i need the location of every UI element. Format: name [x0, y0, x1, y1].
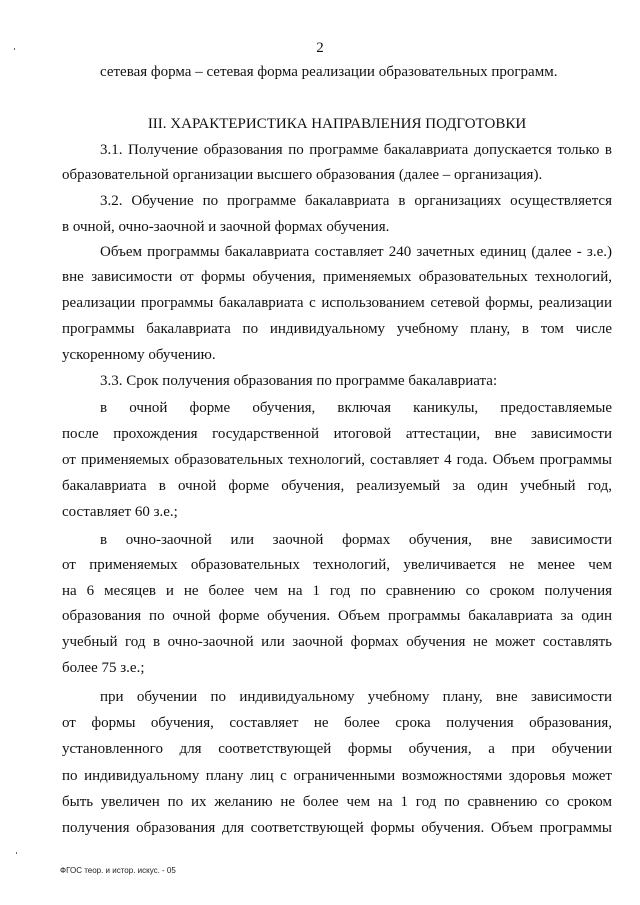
section-heading: III. ХАРАКТЕРИСТИКА НАПРАВЛЕНИЯ ПОДГОТОВКИ	[147, 116, 527, 132]
text-line: при обучении по индивидуальному учебному плану, вне зависимости	[100, 689, 612, 705]
text-line: от формы обучения, составляет не более срока получения образования,	[62, 715, 612, 731]
text-line: 3.1. Получение образования по программе бакалавриата допускается только в	[100, 142, 612, 158]
text-line: бакалавриата в очной форме обучения, реализуемый за один учебный год,	[62, 478, 612, 494]
text-line: быть увеличен по их желанию не более чем на 1 год по сравнению со сроком	[62, 794, 612, 810]
text-line: от применяемых образовательных технологий, увеличивается не менее чем	[62, 557, 612, 573]
text-line: реализации программы бакалавриата с использованием сетевой формы, реализации	[62, 295, 612, 311]
text-line: от применяемых образовательных технологий, составляет 4 года. Объем программы	[62, 452, 612, 468]
text-line: в очной форме обучения, включая каникулы, предоставляемые	[100, 400, 612, 416]
text-line: образовательной организации высшего образования (далее – организация).	[62, 167, 543, 183]
text-line: установленного для соответствующей формы обучения, а при обучении	[62, 741, 612, 757]
footer-code: ФГОС теор. и истор. искус. - 05	[60, 866, 176, 875]
scan-mark	[16, 852, 17, 854]
text-line: после прохождения государственной итоговой аттестации, вне зависимости	[62, 426, 612, 442]
text-line: на 6 месяцев и не более чем на 1 год по сравнению со сроком получения	[62, 583, 612, 599]
text-line: 3.3. Срок получения образования по программе бакалавриата:	[100, 373, 498, 389]
page-number: 2	[316, 40, 324, 56]
text-line: ускоренному обучению.	[62, 347, 216, 363]
text-line: по индивидуальному плану лиц с ограниченными возможностями здоровья может	[62, 768, 612, 784]
text-line: составляет 60 з.е.;	[62, 504, 178, 520]
text-line: в очно-заочной или заочной формах обучения, вне зависимости	[100, 532, 612, 548]
text-line: вне зависимости от формы обучения, применяемых образовательных технологий,	[62, 269, 612, 285]
text-line: 3.2. Обучение по программе бакалавриата в организациях осуществляется	[100, 193, 612, 209]
text-line: образования по очной форме обучения. Объем программы бакалавриата за один	[62, 608, 612, 624]
text-line: в очной, очно-заочной и заочной формах обучения.	[62, 219, 390, 235]
text-line: Объем программы бакалавриата составляет 240 зачетных единиц (далее - з.е.)	[100, 244, 612, 260]
text-line: более 75 з.е.;	[62, 660, 145, 676]
text-line: получения образования для соответствующей формы обучения. Объем программы	[62, 820, 612, 836]
scan-mark	[14, 48, 15, 50]
text-line: учебный год в очно-заочной или заочной формах обучения не может составлять	[62, 634, 612, 650]
text-line: программы бакалавриата по индивидуальному учебному плану, в том числе	[62, 321, 612, 337]
text-line: сетевая форма – сетевая форма реализации образовательных программ.	[100, 64, 558, 80]
